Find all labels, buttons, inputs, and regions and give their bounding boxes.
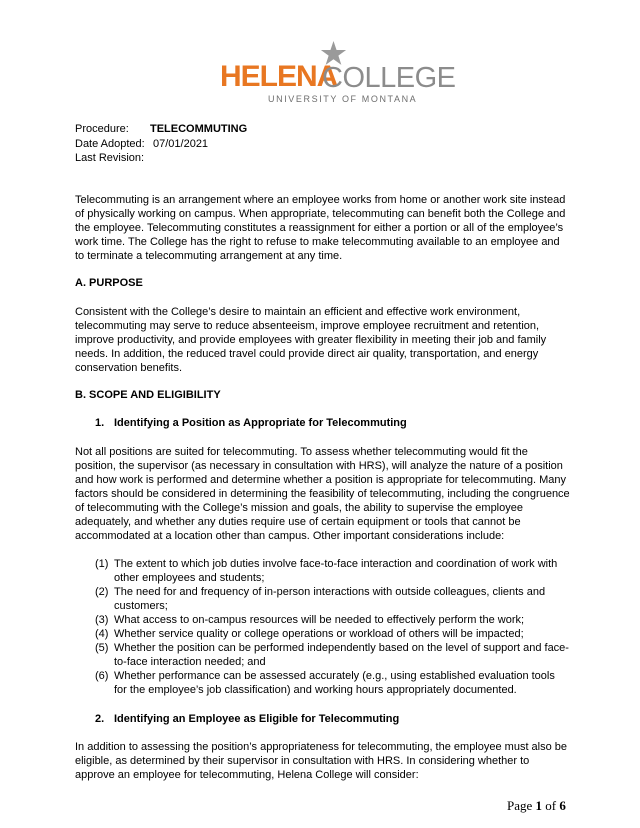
list-item-text: Whether performance can be assessed accurately (e.g., using established evaluation tools for the employee’s job classification) and working hours appropriately documented. [114,670,555,696]
list-item-number: (1) [95,558,109,570]
last-revision-row [75,151,247,166]
list-item-text: The extent to which job duties involve face-to-face interaction and coordination of work with other employees and students; [114,558,558,584]
purpose-paragraph: Consistent with the College’s desire to maintain an efficient and effective work environment, telecommuting may serve to reduce absenteeism, improve employee recruitment and retention, improve productivity, and provide employees with greater flexibility in meeting their job and family needs. In addition, the reduced travel could provide direct air quality, transportation, and energy conservation benefits. [75,306,547,374]
page-word: Page [507,798,533,813]
subsection-1-heading [95,416,407,430]
list-item-text: Whether the position can be performed independently based on the level of support and face-to-face interaction needed; and [114,642,569,668]
list-item-text: The need for and frequency of in-person interactions with outside colleagues, clients and customers; [114,586,546,612]
subsection-2-title: Identifying an Employee as Eligible for Telecommuting [114,713,400,725]
date-adopted-label: Date Adopted: [75,137,145,150]
subsection-1-title: Identifying a Position as Appropriate for Telecommuting [114,417,407,429]
list-item-number: (5) [95,642,109,654]
date-adopted-row [75,137,247,152]
list-item [95,641,570,669]
list-item-number: (2) [95,586,109,598]
list-item [95,557,570,585]
list-item-number: (6) [95,670,109,682]
subsection-2-number: 2. [95,713,105,725]
of-word: of [545,798,557,813]
list-item [95,669,570,697]
logo-helena-text: HELENA [220,60,338,93]
subsection-2-heading [95,712,399,726]
list-item [95,613,570,627]
procedure-label: Procedure: [75,123,129,135]
last-revision-label: Last Revision: [75,152,145,164]
purpose-heading: A. PURPOSE [75,277,143,289]
page-number [507,798,566,814]
scope-heading: B. SCOPE AND ELIGIBILITY [75,389,221,401]
list-item [95,585,570,613]
subsection-1-paragraph: Not all positions are suited for telecommuting. To assess whether telecommuting would fit the position, the supervisor (as necessary in consultation with HRS), will analyze the nature of a position and how work is performed and determine whether a position is appropriate for telecommuting. Many factors should be considered in determining the feasibility of telecommuting, including the congruence of telecommuting with the College’s mission and goals, the ability to supervise the employee adequately, and whether any duties require use of certain equipment or tools that cannot be accommodated at a location other than campus. Other important considerations include: [75,446,570,542]
page-current: 1 [535,798,543,813]
logo-college-text: COLLEGE [322,62,456,94]
date-adopted-value: 07/01/2021 [153,137,209,150]
subsection-2-paragraph: In addition to assessing the position’s appropriateness for telecommuting, the employee must also be eligible, as determined by their supervisor in consultation with HRS. In considering whether to approve an employee for telecommuting, Helena College will consider: [75,741,568,781]
subsection-1-number: 1. [95,417,105,429]
procedure-value: TELECOMMUTING [150,123,248,135]
considerations-list [95,557,570,697]
list-item [95,627,570,641]
list-item-text: What access to on-campus resources will be needed to effectively perform the work; [114,614,525,626]
page-total: 6 [559,798,566,813]
procedure-meta [75,122,247,166]
list-item-text: Whether service quality or college operations or workload of others will be impacted; [114,628,524,640]
procedure-row [75,122,247,137]
intro-paragraph: Telecommuting is an arrangement where an employee works from home or another work site instead of physically working on campus. When appropriate, telecommuting can benefit both the College and the employee. Telecommuting constitutes a reassignment for either a portion or all of the employee’s work time. The College has the right to refuse to make telecommuting available to an employee and to terminate a telecommuting arrangement at any time. [75,194,566,262]
list-item-number: (3) [95,614,109,626]
logo-subtitle: UNIVERSITY OF MONTANA [268,94,418,104]
list-item-number: (4) [95,628,109,640]
